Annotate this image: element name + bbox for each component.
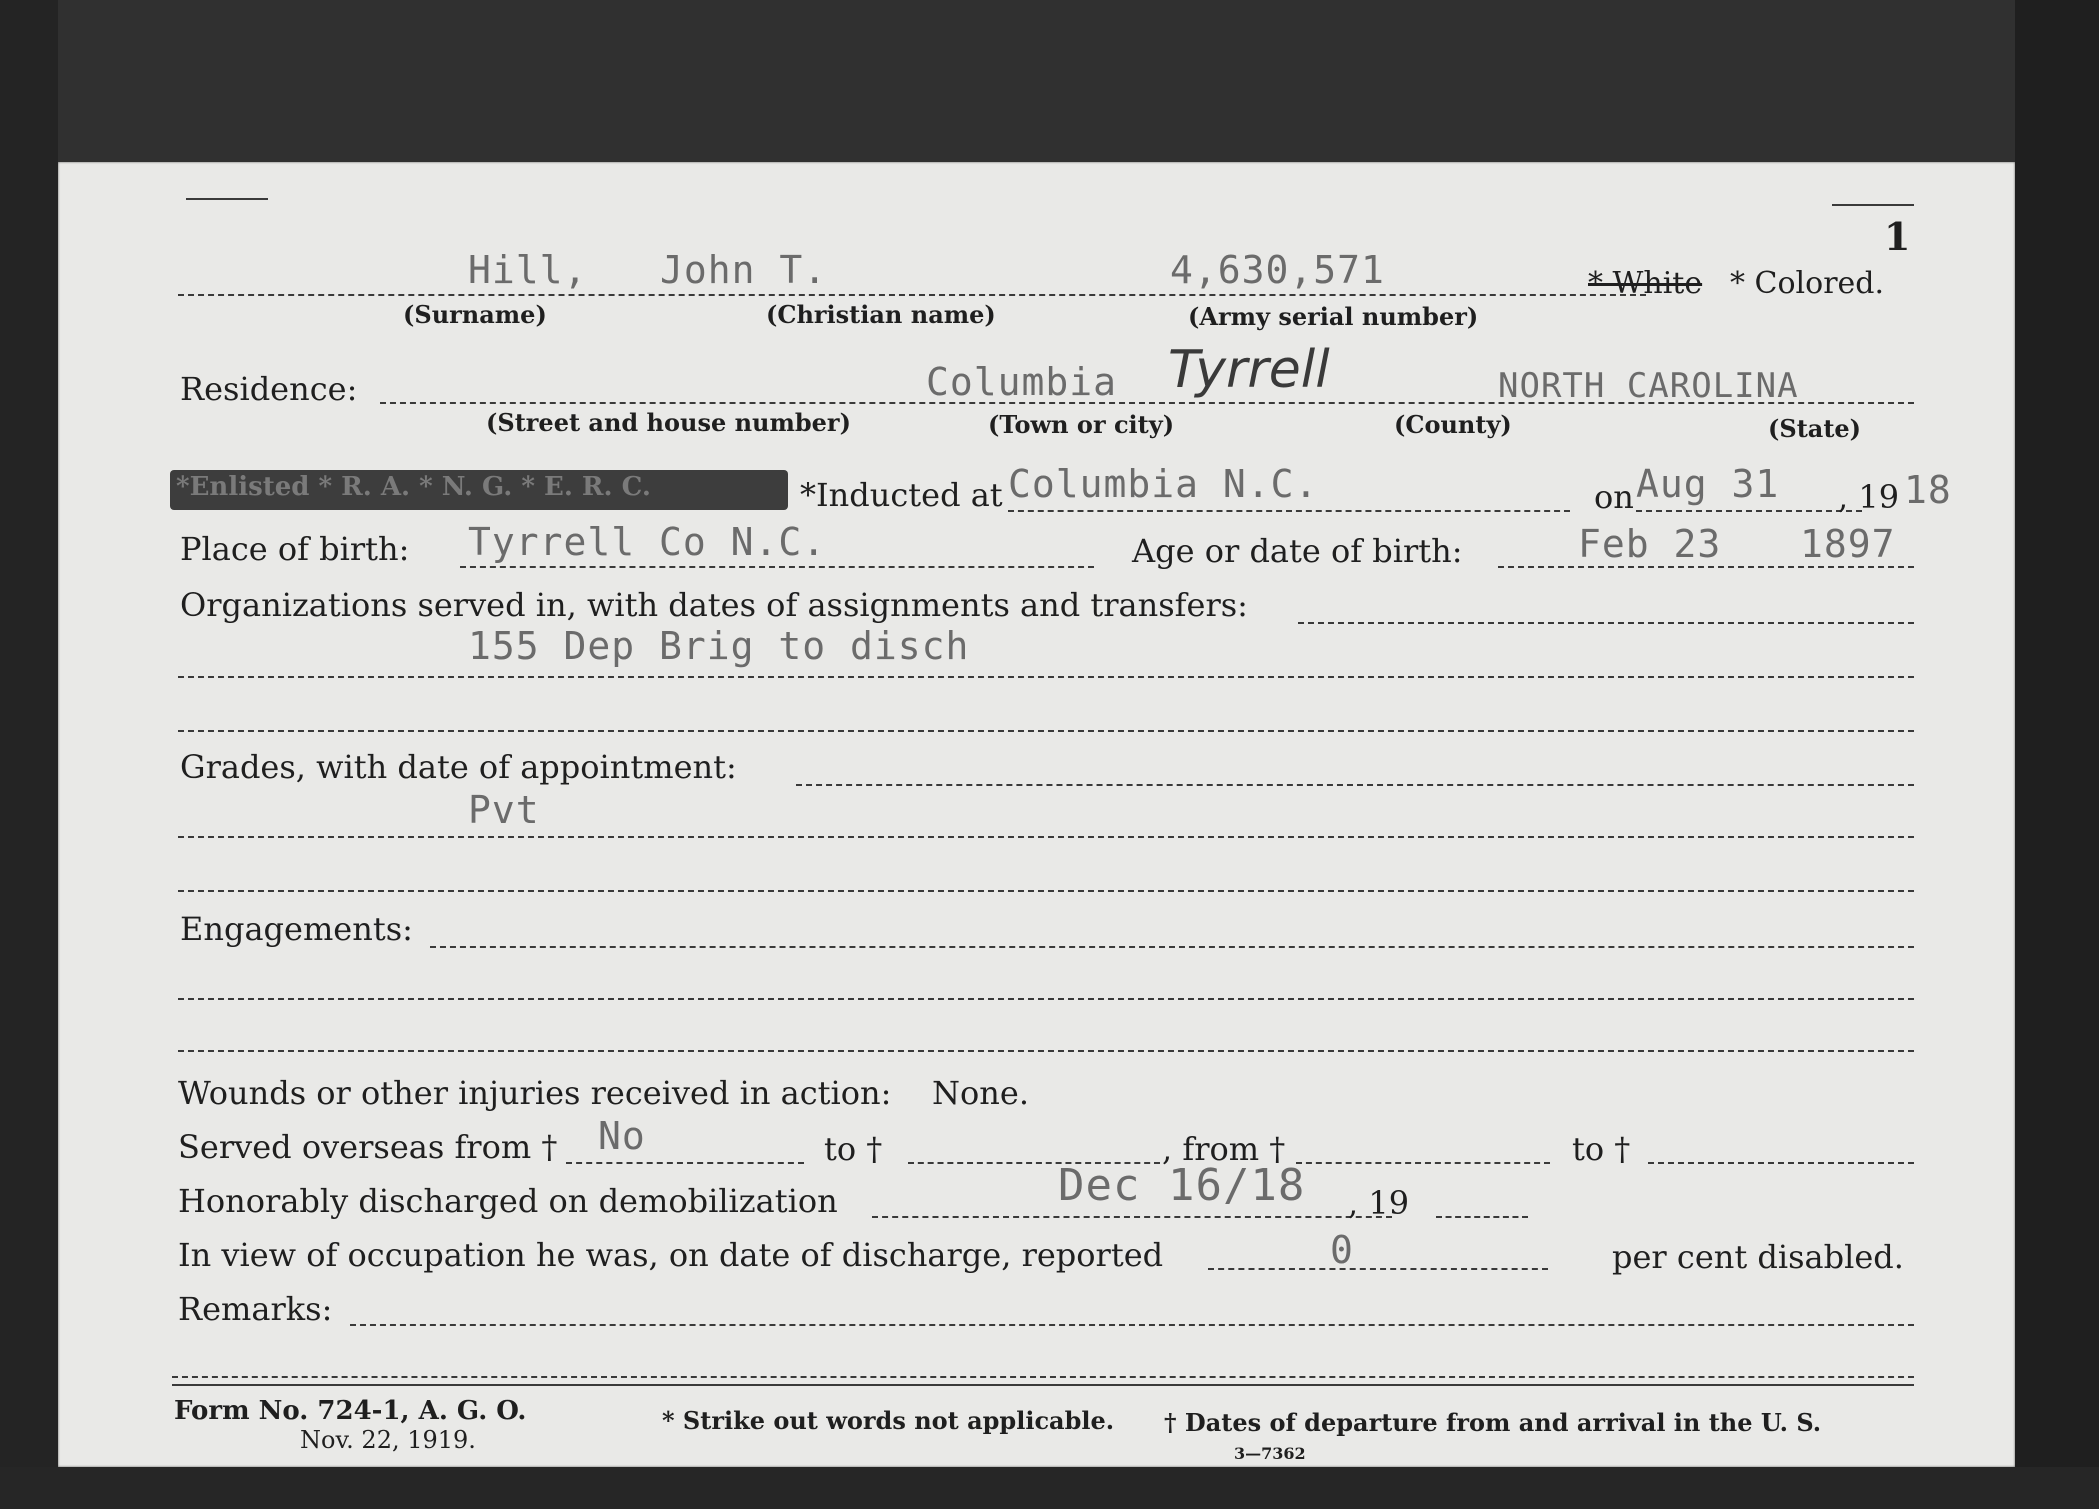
corner-rule-left xyxy=(186,198,268,200)
print-code: 3—7362 xyxy=(1234,1444,1306,1463)
birth-year-value: 1897 xyxy=(1800,522,1896,566)
overseas-label: Served overseas from † xyxy=(178,1128,558,1166)
grades-value: Pvt xyxy=(468,788,540,832)
disability-line xyxy=(1208,1268,1548,1270)
form-number: Form No. 724-1, A. G. O. xyxy=(174,1396,527,1426)
background-top xyxy=(0,0,2099,162)
street-caption: (Street and house number) xyxy=(486,408,851,437)
induction-year-value: 18 xyxy=(1904,468,1952,512)
disability-suffix: per cent disabled. xyxy=(1612,1238,1904,1276)
strike-out-note: * Strike out words not applicable. xyxy=(662,1406,1115,1435)
serial-number-caption: (Army serial number) xyxy=(1188,302,1479,331)
form-date: Nov. 22, 1919. xyxy=(300,1426,476,1454)
race-white-option: * White xyxy=(1588,266,1703,301)
induction-date-line xyxy=(1636,510,1862,512)
race-colored-option: * Colored. xyxy=(1730,266,1885,301)
induction-date-value: Aug 31 xyxy=(1636,462,1780,506)
induction-year-prefix: , 19 xyxy=(1838,478,1900,516)
organizations-line-1 xyxy=(1298,622,1914,624)
inducted-label: *Inducted at xyxy=(800,476,1003,514)
wounds-label: Wounds or other injuries received in action: xyxy=(178,1074,892,1112)
surname-value: Hill, xyxy=(468,248,588,292)
overseas-from-value: No xyxy=(598,1114,646,1158)
engagements-line-1 xyxy=(430,946,1914,948)
grades-line-3 xyxy=(178,890,1914,892)
discharge-line xyxy=(872,1216,1392,1218)
overseas-to-label-2: to † xyxy=(1572,1130,1631,1168)
engagements-line-3 xyxy=(178,1050,1914,1052)
residence-county-value: Tyrrell xyxy=(1168,340,1330,400)
overseas-from-line-2 xyxy=(1296,1162,1550,1164)
county-caption: (County) xyxy=(1394,410,1512,439)
discharge-value: Dec 16/18 xyxy=(1058,1160,1306,1211)
engagements-line-2 xyxy=(178,998,1914,1000)
engagements-label: Engagements: xyxy=(180,910,413,948)
remarks-line-2 xyxy=(172,1376,1914,1378)
wounds-value: None. xyxy=(932,1074,1029,1112)
discharge-year-line xyxy=(1436,1216,1528,1218)
discharge-year-prefix: , 19 xyxy=(1348,1184,1410,1222)
inducted-place-value: Columbia N.C. xyxy=(1008,462,1319,506)
on-label: on xyxy=(1594,478,1634,516)
state-caption: (State) xyxy=(1768,414,1862,443)
name-line xyxy=(178,294,1646,296)
surname-caption: (Surname) xyxy=(403,300,547,329)
grades-line-1 xyxy=(796,784,1914,786)
birth-date-value: Feb 23 xyxy=(1578,522,1722,566)
birth-place-line xyxy=(460,566,1094,568)
christian-name-value: John T. xyxy=(660,248,828,292)
town-caption: (Town or city) xyxy=(988,410,1175,439)
overseas-to-label: to † xyxy=(824,1130,883,1168)
disability-label: In view of occupation he was, on date of discharge, reported xyxy=(178,1236,1164,1274)
residence-town-value: Columbia xyxy=(926,360,1118,404)
overseas-from-label-2: , from † xyxy=(1162,1130,1286,1168)
service-record-card xyxy=(58,162,2015,1467)
organizations-label: Organizations served in, with dates of assignments and transfers: xyxy=(180,586,1248,624)
birth-place-value: Tyrrell Co N.C. xyxy=(468,520,827,564)
overseas-from-line xyxy=(566,1162,804,1164)
overseas-to-line-2 xyxy=(1648,1162,1914,1164)
discharge-label: Honorably discharged on demobilization xyxy=(178,1182,838,1220)
birth-date-line xyxy=(1498,566,1914,568)
disability-value: 0 xyxy=(1330,1228,1354,1272)
background-right xyxy=(2015,0,2099,1509)
christian-name-caption: (Christian name) xyxy=(766,300,996,329)
organizations-value: 155 Dep Brig to disch xyxy=(468,624,970,668)
corner-rule-right xyxy=(1832,204,1914,206)
induction-line xyxy=(1008,510,1570,512)
card-number: 1 xyxy=(1884,214,1911,259)
remarks-label: Remarks: xyxy=(178,1290,333,1328)
birth-place-label: Place of birth: xyxy=(180,530,410,568)
grades-label: Grades, with date of appointment: xyxy=(180,748,737,786)
birth-date-label: Age or date of birth: xyxy=(1132,532,1463,570)
struck-enlistment-options: *Enlisted * R. A. * N. G. * E. R. C. xyxy=(170,470,788,510)
serial-number-value: 4,630,571 xyxy=(1170,248,1385,292)
remarks-line-1 xyxy=(350,1324,1914,1326)
background-left xyxy=(0,0,58,1509)
dates-note: † Dates of departure from and arrival in the U. S. xyxy=(1164,1408,1822,1437)
grades-line-2 xyxy=(178,836,1914,838)
residence-state-value: NORTH CAROLINA xyxy=(1498,366,1799,406)
background-bottom xyxy=(0,1467,2099,1509)
residence-label: Residence: xyxy=(180,370,358,408)
organizations-line-2 xyxy=(178,676,1914,678)
footer-rule xyxy=(172,1384,1914,1386)
organizations-line-3 xyxy=(178,730,1914,732)
